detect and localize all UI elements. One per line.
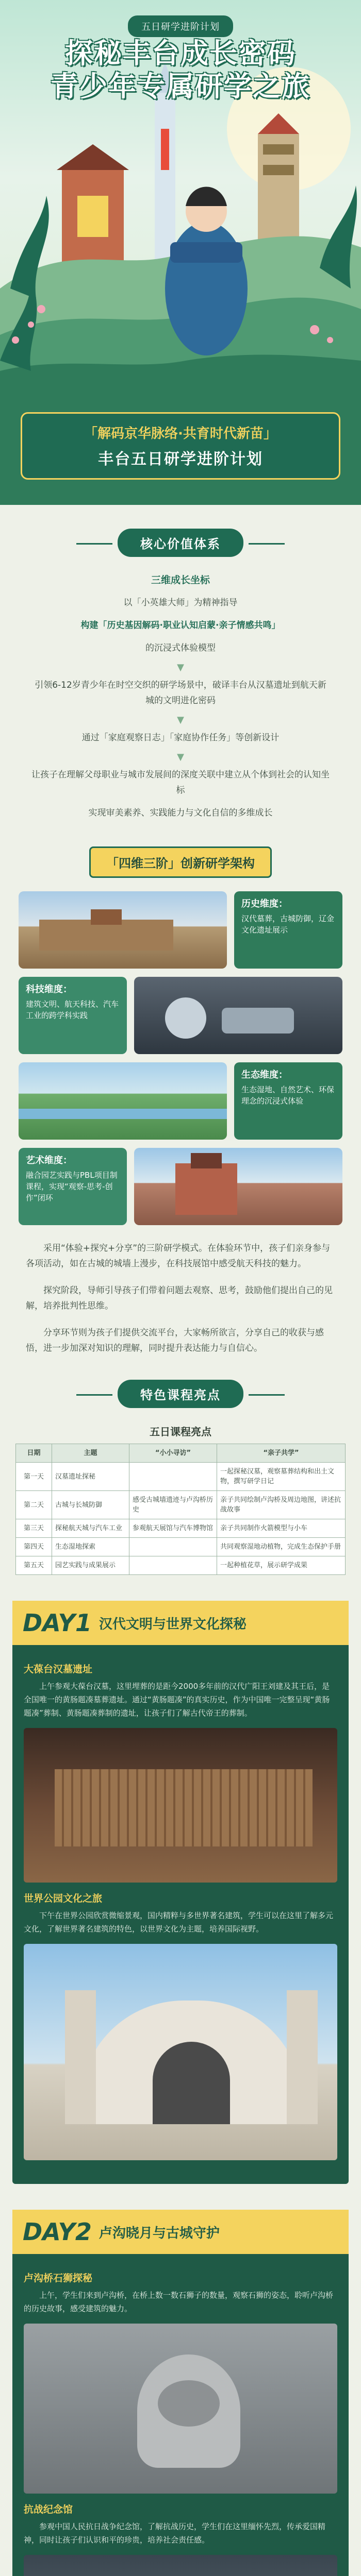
- day1-header: [12, 1601, 349, 1645]
- down-arrow-icon: ▼: [177, 715, 184, 725]
- day1-body: [12, 1645, 349, 2160]
- day2-subheading: 卢沟桥石狮探秘: [24, 2273, 93, 2284]
- table-cell: [129, 1538, 217, 1556]
- hero-subtitle-line2: 丰台五日研学进阶计划: [98, 450, 263, 468]
- architecture-paragraph: 采用“体验+探究+分享”的三阶研学模式。在体验环节中，孩子们亲身参与各项活动，如在古城的城墙上漫步，在科技展馆中感受航天科技的魅力。: [26, 1243, 331, 1269]
- museum-photo: [24, 2555, 337, 2576]
- table-row: [16, 1491, 346, 1519]
- table-cell: 古城与长城防御: [52, 1491, 129, 1519]
- architecture-grid: [0, 891, 361, 1225]
- hero-title-line1: 探秘丰台成长密码: [65, 37, 296, 70]
- features-title: 特色课程亮点: [118, 1380, 243, 1408]
- day2-section: [12, 2210, 349, 2576]
- table-cell: 第三天: [16, 1519, 52, 1538]
- table-cell: 第五天: [16, 1556, 52, 1575]
- table-header-cell: “亲子共学”: [217, 1444, 346, 1463]
- table-cell: [129, 1556, 217, 1575]
- architecture-row: [19, 1062, 342, 1140]
- hero-title: [0, 37, 361, 103]
- tech-photo: [134, 977, 342, 1054]
- architecture-title: 「四维三阶」创新研学架构: [89, 846, 272, 878]
- core-values-header: [0, 529, 361, 557]
- ecology-card-title: 生态维度：: [241, 1070, 288, 1080]
- hero-banner: [0, 0, 361, 505]
- day2-paragraph: 上午，学生们来到卢沟桥，在桥上数一数石狮子的数量，观察石狮的姿态，聆听卢沟桥的历史故事，感受建筑的魅力。: [24, 2291, 334, 2313]
- core-line: 实现审美素养、实践能力与文化自信的多维成长: [88, 808, 273, 818]
- han-tomb-photo: [24, 1728, 337, 1883]
- hero-subtitle-line1: 「解码京华脉络·共育时代新苗」: [84, 426, 277, 442]
- ecology-photo: [19, 1062, 227, 1140]
- core-line: 引领6-12岁青少年在时空交织的研学场景中，破译丰台从汉墓遗址到航天新城的文明进化密码: [35, 680, 326, 706]
- stone-lion-photo: [24, 2324, 337, 2494]
- table-row: [16, 1463, 346, 1491]
- art-card-title: 艺术维度：: [26, 1155, 72, 1166]
- art-card: [19, 1148, 127, 1225]
- day1-paragraph: 上午参观大葆台汉墓，这里埋葬的是距今2000多年前的汉代广阳王刘建及其王后，是全国唯一的黄肠题凑墓葬遗址。通过“黄肠题凑”的真实历史，作为中国唯一完整呈现“黄肠题凑”葬制、黄肠题凑葬制的遗址，让孩子们了解古代帝王的葬制。: [24, 1682, 330, 1718]
- world-park-photo: [24, 1944, 337, 2160]
- table-cell: 探秘航天城与汽车工业: [52, 1519, 129, 1538]
- day1-title: 汉代文明与世界文化探秘: [99, 1616, 247, 1632]
- table-row: [16, 1556, 346, 1575]
- table-cell: 参观航天展馆与汽车博物馆: [129, 1519, 217, 1538]
- table-row: [16, 1519, 346, 1538]
- architecture-paragraph: 分享环节则为孩子们提供交流平台，大家畅所欲言，分享自己的收获与感悟，进一步加深对知识的理解，同时提升表达能力与自信心。: [26, 1328, 324, 1353]
- table-cell: 第一天: [16, 1463, 52, 1491]
- table-cell: 亲子共同制作火箭模型与小车: [217, 1519, 346, 1538]
- table-cell: 汉墓遗址探秘: [52, 1463, 129, 1491]
- table-cell: 感受古城墙遗迹与卢沟桥历史: [129, 1491, 217, 1519]
- core-values-title: 核心价值体系: [118, 529, 243, 557]
- core-line: 的沉浸式体验模型: [145, 643, 216, 653]
- history-photo: [19, 891, 227, 969]
- day1-paragraph: 下午在世界公园欣赏微缩景观，国内精粹与多世界著名建筑，学生可以在这里了解多元文化，了解世界著名建筑的特色，以世界文化为主题，培养国际视野。: [24, 1911, 334, 1934]
- core-line: 通过「家庭观察日志」「家庭协作任务」等创新设计: [81, 733, 280, 743]
- day2-subheading: 抗战纪念馆: [24, 2504, 73, 2515]
- architecture-row: [19, 891, 342, 969]
- down-arrow-icon: ▼: [177, 752, 184, 762]
- architecture-header: [0, 846, 361, 878]
- history-card: [234, 891, 342, 969]
- table-header-cell: 日期: [16, 1444, 52, 1463]
- table-cell: 一起探秘汉墓，观察墓葬结构和出土文物，撰写研学日记: [217, 1463, 346, 1491]
- hero-title-line2: 青少年专属研学之旅: [51, 70, 310, 103]
- architecture-description: [0, 1241, 361, 1356]
- features-header: [0, 1380, 361, 1408]
- architecture-row: [19, 1148, 342, 1225]
- day2-body: [12, 2254, 349, 2576]
- day2-paragraph: 参观中国人民抗日战争纪念馆，了解抗战历史，学生们在这里缅怀先烈，传承爱国精神，同时让孩子们认识和平的珍贵，培养社会责任感。: [24, 2522, 326, 2545]
- day1-subheading: 世界公园文化之旅: [24, 1893, 103, 1904]
- history-card-text: 汉代墓葬，古城防御，辽金文化遗址展示: [241, 914, 335, 935]
- hero-tag: 五日研学进阶计划: [128, 15, 233, 37]
- architecture-row: [19, 977, 342, 1054]
- features-table-title: 五日课程亮点: [150, 1426, 211, 1438]
- table-cell: 生态湿地探索: [52, 1538, 129, 1556]
- table-cell: 园艺实践与成果展示: [52, 1556, 129, 1575]
- table-header-cell: 主题: [52, 1444, 129, 1463]
- art-photo: [134, 1148, 342, 1225]
- day2-title: 卢沟晓月与古城守护: [99, 2225, 220, 2241]
- table-cell: 第二天: [16, 1491, 52, 1519]
- down-arrow-icon: ▼: [177, 662, 184, 673]
- table-cell: [129, 1463, 217, 1491]
- day1-subheading: 大葆台汉墓遗址: [24, 1664, 93, 1675]
- table-header-row: [16, 1444, 346, 1463]
- day2-header: [12, 2210, 349, 2254]
- tech-card: [19, 977, 127, 1054]
- table-cell: 亲子共同绘制卢沟桥及周边地图，讲述抗战故事: [217, 1491, 346, 1519]
- day2-label: DAY2: [23, 2218, 92, 2246]
- table-header-cell: “小小寻访”: [129, 1444, 217, 1463]
- hero-subtitle-box: [21, 412, 340, 480]
- architecture-paragraph: 探究阶段，导师引导孩子们带着问题去观察、思考，鼓励他们提出自己的见解，培养批判性思维。: [26, 1285, 333, 1311]
- tech-card-text: 建筑文明、航天科技、汽车工业的跨学科实践: [26, 999, 119, 1020]
- core-line: 以「小英雄大师」为精神指导: [123, 598, 238, 608]
- art-card-text: 融合园艺实践与PBL项目制课程，实现“观察-思考-创作”闭环: [26, 1171, 118, 1202]
- day1-section: [12, 1601, 349, 2184]
- core-line: 让孩子在理解父母职业与城市发展间的深度关联中建立从个体到社会的认知坐标: [31, 770, 330, 795]
- ecology-card: [234, 1062, 342, 1140]
- core-values-text: [0, 572, 361, 821]
- day1-label: DAY1: [23, 1609, 92, 1637]
- core-line: 构建「历史基因解码·职业认知启蒙·亲子情感共鸣」: [80, 620, 281, 631]
- table-row: [16, 1538, 346, 1556]
- table-cell: 第四天: [16, 1538, 52, 1556]
- table-cell: 共同观察湿地动植物，完成生态保护手册: [217, 1538, 346, 1556]
- core-line: 三维成长坐标: [151, 574, 210, 586]
- table-cell: 一起种植花草，展示研学成果: [217, 1556, 346, 1575]
- features-table-wrap: [0, 1423, 361, 1575]
- features-table: [15, 1444, 346, 1575]
- ecology-card-text: 生态湿地、自然艺术、环保理念的沉浸式体验: [241, 1085, 335, 1106]
- tech-card-title: 科技维度：: [26, 984, 72, 995]
- history-card-title: 历史维度：: [241, 899, 288, 909]
